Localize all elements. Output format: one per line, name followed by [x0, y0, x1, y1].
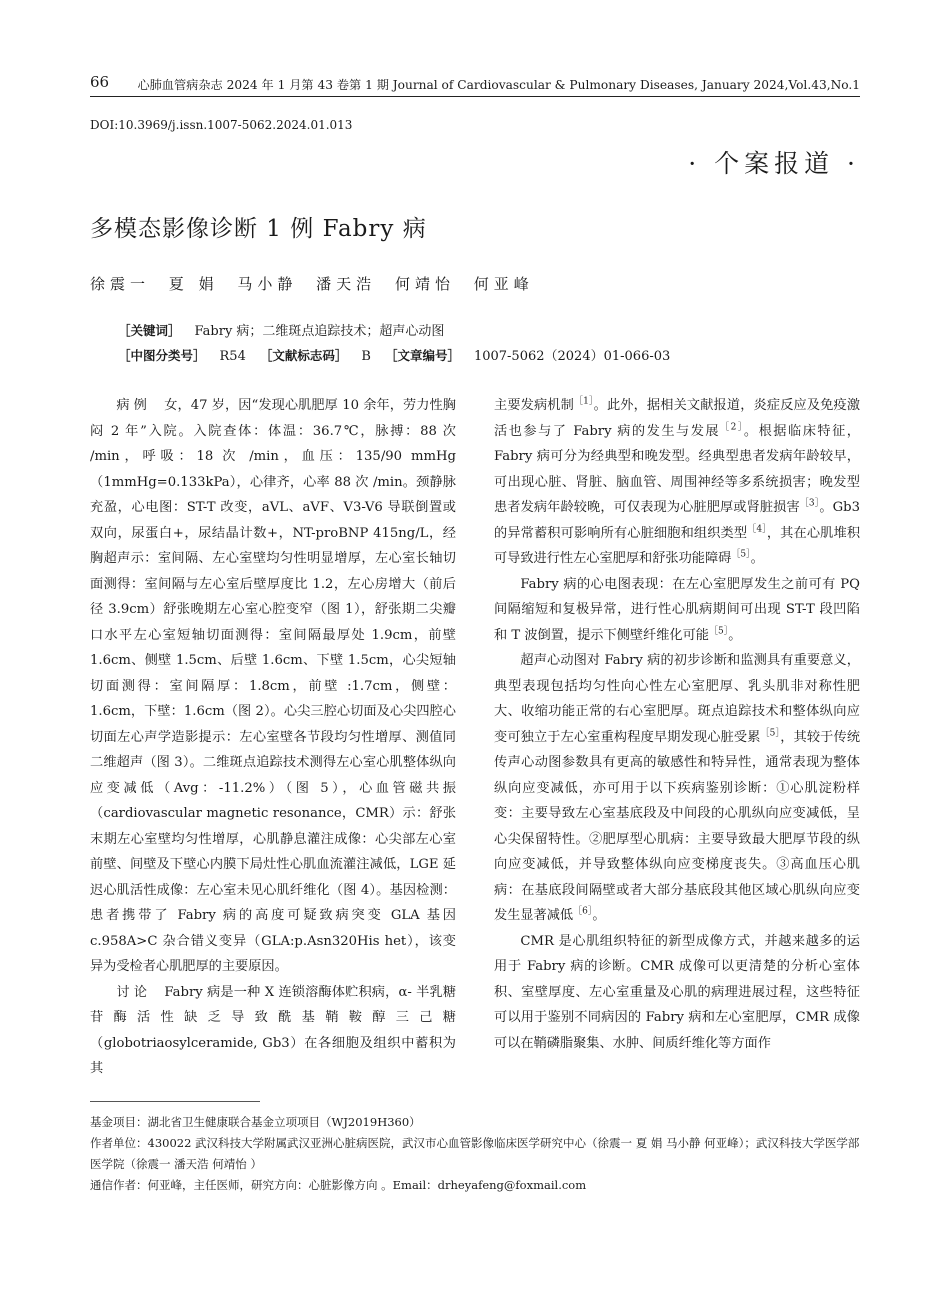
discussion-text: Fabry 病是一种 X 连锁溶酶体贮积病，α- 半乳糖苷酶活性缺乏导致酰基鞘鞍醇三己糖（globotriaosylceramide, Gb3）在各细胞及组织中蓄积为其 — [90, 984, 457, 1076]
author: 何靖怡 — [394, 275, 455, 293]
affiliation-note: 作者单位：430022 武汉科技大学附属武汉亚洲心脏病医院，武汉市心血管影像临床医学研究中心（徐震一 夏 娟 马小静 何亚峰）；武汉科技大学医学部医学院（徐震一 潘天浩 何靖怡 ） — [90, 1136, 860, 1171]
classification-line — [118, 344, 670, 369]
ecg-paragraph — [494, 572, 860, 649]
citation: ［5］ — [760, 728, 781, 739]
text-span: 。 — [592, 908, 606, 923]
text-span: 。Gb3 的异常蓄积可影响所有心脏细胞和组织类型 — [494, 500, 861, 541]
cmr-paragraph — [494, 929, 860, 1057]
text-span: 。此外，据相关文献报道，炎症反应及免疫激活也参与了 Fabry 病的发生与发展 — [494, 398, 861, 439]
doc-code-label: ［文献标志码］ — [259, 348, 348, 363]
header-divider — [90, 96, 860, 97]
author: 马小静 — [237, 275, 298, 293]
article-no-label: ［文章编号］ — [384, 348, 460, 363]
doc-code-value: B — [361, 349, 371, 364]
keywords-line — [118, 319, 670, 344]
discussion-continued — [494, 393, 860, 572]
citation: ［4］ — [747, 524, 767, 535]
echo-paragraph — [494, 648, 860, 929]
citation: ［5］ — [709, 626, 729, 637]
author: 潘天浩 — [316, 275, 377, 293]
article-no-value: 1007-5062（2024）01-066-03 — [473, 349, 671, 364]
body-left-column — [90, 393, 456, 1082]
citation: ［1］ — [573, 396, 594, 407]
clc-value: R54 — [219, 349, 246, 364]
text-span: 。根据临床特征，Fabry 病可分为经典型和晚发型。经典型患者发病年龄较早，可出现心脏、肾脏、脑血管、周围神经等多系统损害；晚发型患者发病年龄较晚，可仅表现为心脏肥厚或肾脏损害 — [494, 423, 860, 515]
clc-label: ［中图分类号］ — [118, 348, 206, 363]
page-number: 66 — [90, 73, 110, 91]
text-span: CMR 是心肌组织特征的新型成像方式，并越来越多的运用于 Fabry 病的诊断。CMR 成像可以更清楚的分析心室体积、室壁厚度、左心室重量及心肌的病理进展过程，这些特征可以用于鉴别不同病因的 Fabry 病和左心室肥厚，CMR 成像可以在鞘磷脂聚集、水肿、间质纤维化等方面作 — [494, 933, 860, 1051]
keywords: Fabry 病；二维斑点追踪技术；超声心动图 — [194, 324, 445, 339]
case-paragraph — [90, 393, 456, 980]
section-label: · 个案报道 · — [688, 149, 860, 178]
citation: ［5］ — [731, 549, 751, 560]
running-header: 心肺血管病杂志 2024 年 1 月第 43 卷第 1 期 Journal of Cardiovascular & Pulmonary Diseases, January 2024,Vol.43,No.1 — [137, 78, 860, 92]
author: 何亚峰 — [473, 275, 534, 293]
text-span: 。 — [750, 551, 764, 566]
case-text: 女，47 岁，因“发现心肌肥厚 10 余年，劳力性胸闷 2 年”入院。入院查体：体温：36.7℃，脉搏：88 次 /min，呼吸：18 次 /min，血压：135/90 mmHg（1mmHg=0.133kPa），心律齐，心率 88 次 /min。颈静脉充盈，心电图：ST-T 改变，aVL、aVF、V3-V6 导联倒置或双向，尿蛋白+，尿结晶计数+，NT-proBNP 415ng/L，经胸超声示：室间隔、左心室壁均匀性明显增厚，左心室长轴切面测得：室间隔与左心室后壁厚度比 1.2，左心房增大（前后径 3.9cm）舒张晚期左心室心腔变窄（图 1），舒张期二尖瓣口水平左心室短轴切面测得：室间隔最厚处 1.9cm，前壁 1.6cm、侧壁 1.5cm、后壁 1.6cm、下壁 1.5cm，心尖短轴切面测得：室间隔厚：1.8cm，前壁 :1.7cm，侧壁：1.6cm，下壁：1.6cm（图 2）。心尖三腔心切面及心尖四腔心切面左心声学造影提示：左心室壁各节段均匀性增厚、测值同二维超声（图 3）。二维斑点追踪技术测得左心室心肌整体纵向应变减低（Avg：-11.2%）（图 5），心血管磁共振（cardiovascular magnetic resonance，CMR）示：舒张末期左心室壁均匀性增厚，心肌静息灌注成像：心尖部左心室前壁、间壁及下壁心内膜下局灶性心肌血流灌注减低，LGE 延迟心肌活性成像：左心室未见心肌纤维化（图 4）。基因检测：患者携带了 Fabry 病的高度可疑致病突变 GLA 基因 c.958A>C 杂合错义变异（GLA:p.Asn320His het），该变异为受检者心肌肥厚的主要原因。 — [90, 398, 456, 974]
article-title: 多模态影像诊断 1 例 Fabry 病 — [90, 216, 427, 242]
keywords-label: ［关键词］ — [118, 323, 181, 338]
discussion-paragraph — [90, 980, 456, 1082]
text-span: 。 — [728, 627, 742, 643]
text-span: 主要发病机制 — [494, 398, 574, 413]
case-lead: 病例 — [116, 398, 151, 413]
citation: ［6］ — [573, 906, 593, 917]
author-list — [90, 273, 548, 294]
doi: DOI:10.3969/j.issn.1007-5062.2024.01.013 — [90, 118, 353, 132]
text-span: ，其在心肌堆积可导致进行性左心室肥厚和舒张功能障碍 — [494, 525, 861, 566]
funding-note: 基金项目：湖北省卫生健康联合基金立项项目（WJ2019H360） — [90, 1115, 421, 1129]
text-span: ，其较于传统传声心动图参数具有更高的敏感性和特异性，通常表现为整体纵向应变减低，亦可用于以下疾病鉴别诊断：①心肌淀粉样变：主要导致左心室基底段及中间段的心肌纵向应变减低，呈心尖保留特性。②肥厚型心肌病：主要导致最大肥厚节段的纵向应变减低，并导致整体纵向应变梯度丧失。③高血压心肌病：在基底段间隔壁或者大部分基底段其他区域心肌纵向应变发生显著减低 — [494, 729, 861, 923]
body-right-column — [494, 393, 860, 1056]
author: 夏 娟 — [168, 275, 219, 293]
footnotes — [90, 1112, 860, 1196]
article-metadata — [118, 319, 670, 369]
discussion-lead: 讨论 — [116, 984, 152, 1000]
citation: ［2］ — [720, 422, 744, 433]
citation: ［3］ — [799, 498, 820, 509]
footnote-divider — [90, 1101, 260, 1102]
text-span: 超声心动图对 Fabry 病的初步诊断和监测具有重要意义，典型表现包括均匀性向心性左心室肥厚、乳头肌非对称性肥大、收缩功能正常的右心室肥厚。斑点追踪技术和整体纵向应变可独立于左心室重构程度早期发现心脏受累 — [494, 653, 860, 745]
correspondence-note: 通信作者：何亚峰，主任医师，研究方向：心脏影像方向 。Email：drheyafeng@foxmail.com — [90, 1178, 587, 1192]
text-span: Fabry 病的心电图表现：在左心室肥厚发生之前可有 PQ 间隔缩短和复极异常，进行性心肌病期间可出现 ST-T 段凹陷和 T 波倒置，提示下侧壁纤维化可能 — [494, 576, 860, 643]
author: 徐震一 — [90, 275, 151, 293]
